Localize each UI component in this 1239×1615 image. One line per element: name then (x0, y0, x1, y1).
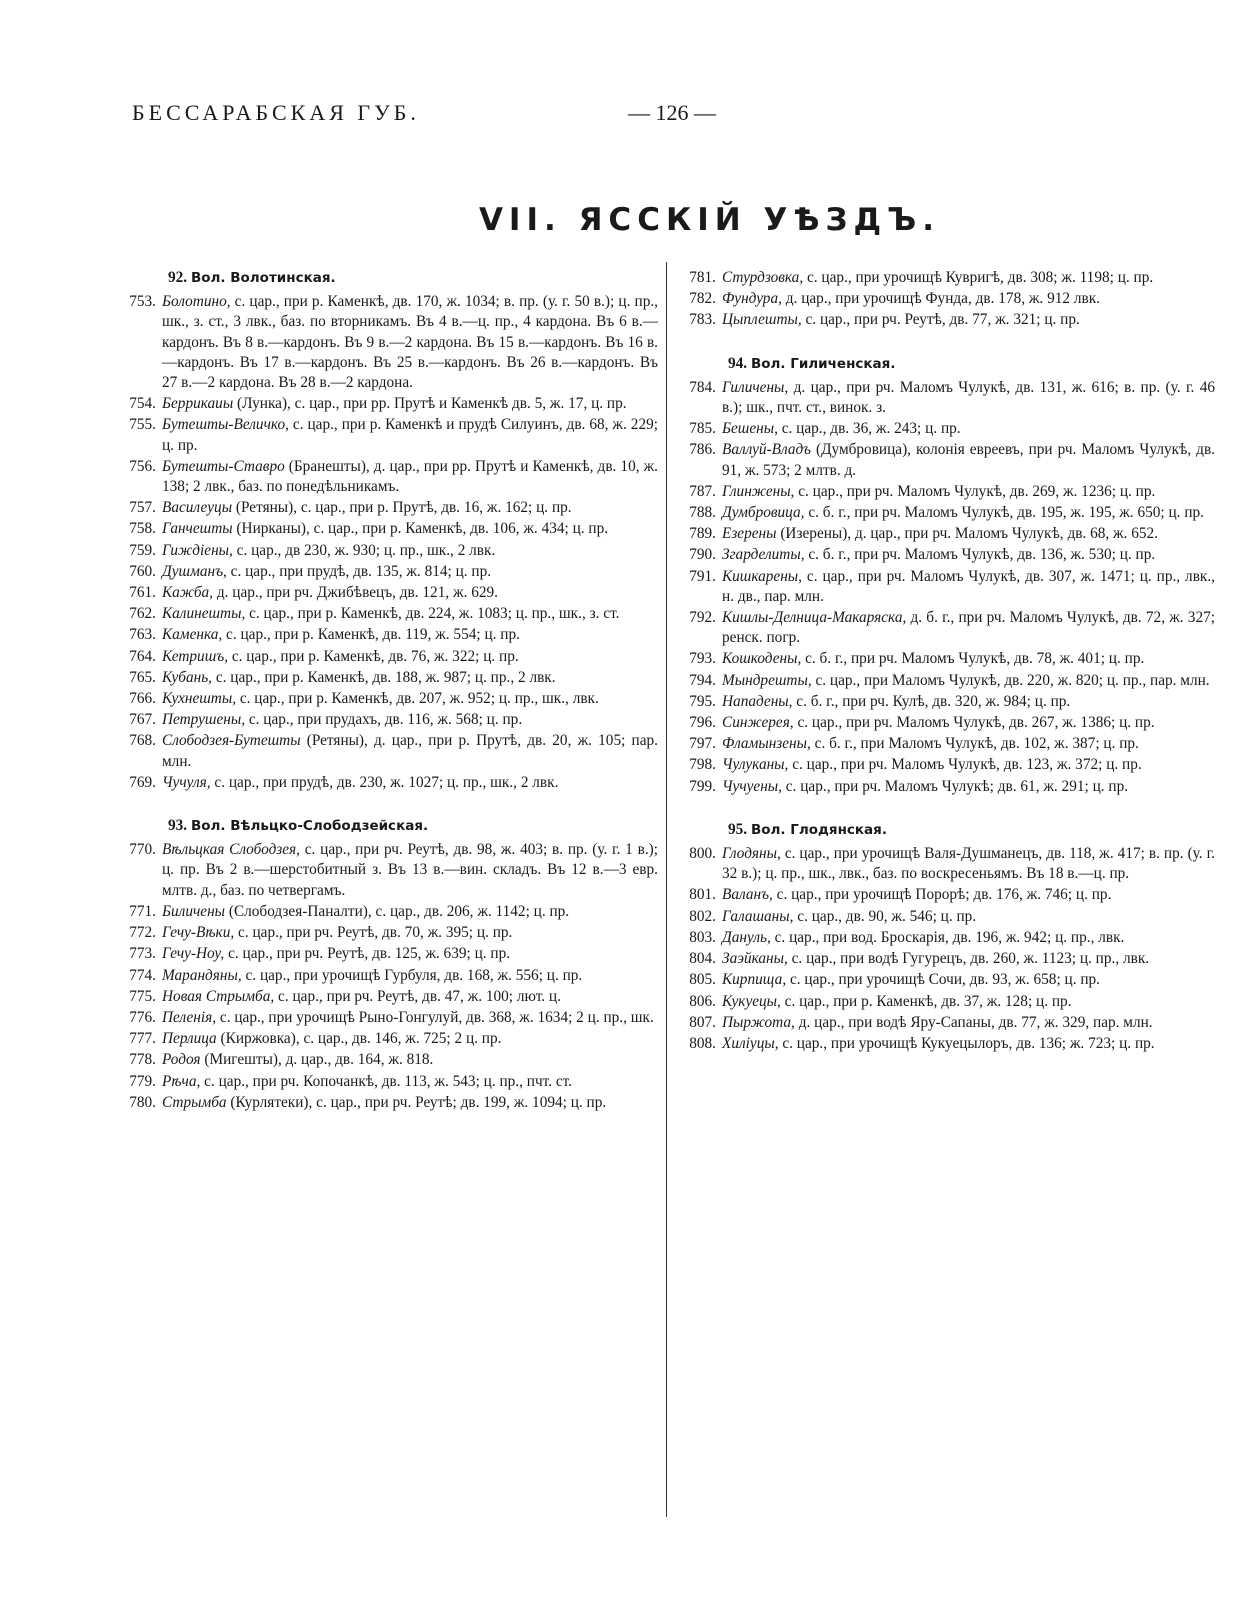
place-name: Галашаны, (722, 907, 794, 925)
place-name: Беррикаиы (162, 395, 234, 413)
place-name: Згарделиты, (722, 546, 805, 564)
entry (118, 541, 658, 561)
entry-text: с. цар., при р. Каменкѣ, дв. 119, ж. 554; ц. пр. (222, 626, 520, 644)
entry-number: 800. (689, 845, 716, 863)
place-name: Фундура, (722, 290, 782, 308)
entry (678, 649, 1215, 669)
entry (678, 844, 1215, 884)
place-name: Перлица (162, 1030, 217, 1048)
entry-text: с. цар., при р. Каменкѣ, дв. 224, ж. 1083; ц. пр., шк., з. ст. (245, 605, 620, 623)
entry-text: с. цар., при р. Каменкѣ, дв. 37, ж. 128; ц. пр. (780, 992, 1072, 1010)
entry (118, 840, 658, 901)
entry-text: д. цар., при водѣ Яру-Сапаны, дв. 77, ж. 329, пар. млн. (794, 1013, 1153, 1031)
entry (678, 378, 1215, 418)
place-name: Цыплешты, (722, 311, 802, 329)
entry-text: с. цар., при р. Каменкѣ, дв. 170, ж. 1034; в. пр. (у. г. 50 в.); ц. пр., шк., з. ст., 3 лвк., баз. по вторникамъ. Въ 4 в.—ц. пр., 4 кардона. Въ 6 в.—кардонъ. Въ 8 в.—кардонъ. Въ 9 в.—2 кардона. Въ 15 в.—кардонъ. Въ 16 в.—кардонъ. Въ 17 в.—кардонъ. Въ 25 в.—кардонъ. Въ 26 в.—кардонъ. Въ 27 в.—2 кардона. Въ 28 в.—2 кардона. (162, 293, 658, 392)
place-name: Гиличены, (722, 378, 789, 396)
entry-number: 785. (689, 420, 716, 438)
entry-text: (Думбровица), колонія евреевъ, при рч. Маломъ Чулукѣ, дв. 91, ж. 573; 2 млтв. д. (722, 441, 1215, 479)
entry-text: д. цар., при урочищѣ Фунда, дв. 178, ж. 912 лвк. (781, 290, 1100, 308)
place-name: Кетришъ, (162, 647, 229, 665)
place-name: Кажба, (162, 584, 213, 602)
entry-text: с. цар., при рч. Маломъ Чулукѣ, дв. 267, ж. 1386; ц. пр. (793, 714, 1155, 732)
entry-text: с. цар., при рч. Реутѣ, дв. 47, ж. 100; лют. ц. (274, 987, 561, 1005)
section-gap (118, 794, 658, 816)
entry-text: (Нирканы), с. цар., при р. Каменкѣ, дв. 106, ж. 434; ц. пр. (232, 520, 609, 538)
entry-number: 760. (129, 562, 156, 580)
entry-text: с. цар., при водѣ Гугурецъ, дв. 260, ж. 1123; ц. пр., лвк. (787, 950, 1150, 968)
section-heading (118, 816, 658, 836)
page-number: — 126 — (628, 100, 716, 125)
entry-text: с. цар., при р. Каменкѣ и прудѣ Силуинъ, дв. 68, ж. 229; ц. пр. (162, 416, 658, 454)
section-number: 94. (728, 354, 748, 372)
entry-text: д. цар., при рч. Джибѣвецъ, дв. 121, ж. 629. (213, 584, 498, 602)
entry-text: д. б. г., при рч. Маломъ Чулукѣ, дв. 72, ж. 327; ренск. погр. (722, 609, 1215, 647)
entry (118, 562, 658, 582)
place-name: Ганчешты (162, 520, 233, 538)
place-name: Кухнешты, (162, 690, 237, 708)
place-name: Валанъ, (722, 886, 773, 904)
entry-text: с. цар., при р. Каменкѣ, дв. 188, ж. 987; ц. пр., 2 лвк. (212, 668, 556, 686)
place-name: Кубань, (162, 668, 213, 686)
volost-section (118, 268, 658, 793)
entry-number: 790. (689, 546, 716, 564)
entry-number: 803. (689, 928, 716, 946)
entry-number: 789. (689, 525, 716, 543)
entry (678, 907, 1215, 927)
place-name: Василеуцы (162, 499, 233, 517)
entry-text: с. цар., при урочищѣ Сочи, дв. 93, ж. 658; ц. пр. (786, 971, 1101, 989)
entry (678, 289, 1215, 309)
entry-text: с. цар., при Маломъ Чулукѣ, дв. 220, ж. 820; ц. пр., пар. млн. (811, 671, 1210, 689)
entry (118, 668, 658, 688)
entry-number: 779. (129, 1072, 156, 1090)
entry (678, 885, 1215, 905)
entry-text: с. цар., при урочищѣ Гурбуля, дв. 168, ж. 556; ц. пр. (241, 966, 583, 984)
entry-number: 797. (689, 735, 716, 753)
entry-text: с. б. г., при рч. Маломъ Чулукѣ, дв. 136, ж. 530; ц. пр. (804, 546, 1156, 564)
entry-text: с. цар., при рч. Реутѣ, дв. 77, ж. 321; ц. пр. (801, 311, 1080, 329)
page-header (132, 100, 1132, 130)
entry (678, 1034, 1215, 1054)
place-name: Думбровица, (722, 504, 805, 522)
entry-number: 755. (129, 416, 156, 434)
entry-number: 782. (689, 290, 716, 308)
entry-number: 793. (689, 650, 716, 668)
place-name: Чулуканы, (722, 756, 789, 774)
entry-text: с. цар., при рч. Маломъ Чулукѣ, дв. 307, ж. 1471; ц. пр., лвк., н. дв., пар. млн. (722, 567, 1215, 605)
section-name: Вол. Волотинская. (190, 270, 336, 286)
place-name: Чучуля, (162, 773, 211, 791)
entry (678, 440, 1215, 480)
entry-number: 756. (129, 457, 156, 475)
place-name: Биличены (162, 902, 226, 920)
entry (678, 949, 1215, 969)
place-name: Кукуецы, (722, 992, 781, 1010)
place-name: Гиждіены, (162, 541, 233, 559)
place-name: Езерены (722, 525, 777, 543)
entry-text: с. б. г., при рч. Маломъ Чулукѣ, дв. 78, ж. 401; ц. пр. (801, 650, 1145, 668)
entry (118, 987, 658, 1007)
place-name: Пыржота, (722, 1013, 795, 1031)
entry (118, 902, 658, 922)
entry (118, 944, 658, 964)
right-column (678, 268, 1215, 1055)
place-name: Марандяны, (162, 966, 242, 984)
entry-text: с. цар., при урочищѣ Порорѣ; дв. 176, ж. 746; ц. пр. (772, 886, 1112, 904)
entry-text: с. цар., дв 230, ж. 930; ц. пр., шк., 2 лвк. (232, 541, 496, 559)
entry-number: 792. (689, 609, 716, 627)
entry-text: (Курлятеки), с. цар., при рч. Реутѣ; дв. 199, ж. 1094; ц. пр. (226, 1093, 607, 1111)
entry-text: с. цар., при прудѣ, дв. 135, ж. 814; ц. пр. (226, 562, 492, 580)
entry-number: 791. (689, 567, 716, 585)
entry-text: (Мигешты), д. цар., дв. 164, ж. 818. (200, 1051, 434, 1069)
entry (678, 734, 1215, 754)
section-heading (678, 354, 1215, 374)
volost-section (118, 794, 658, 1113)
entry-number: 796. (689, 714, 716, 732)
place-name: Глодяны, (722, 845, 781, 863)
entry (678, 755, 1215, 775)
entry-text: с. б. г., при рч. Маломъ Чулукѣ, дв. 195, ж. 195, ж. 650; ц. пр. (804, 504, 1204, 522)
entry-text: с. цар., при рч. Реутѣ, дв. 70, ж. 395; ц. пр. (234, 924, 513, 942)
entry-text: с. цар., при урочищѣ Кувригѣ, дв. 308; ж. 1198; ц. пр. (803, 269, 1154, 286)
entry-text: с. цар., при рч. Маломъ Чулукѣ, дв. 123, ж. 372; ц. пр. (788, 756, 1142, 774)
entry-text: д. цар., при рч. Маломъ Чулукѣ, дв. 131, ж. 616; в. пр. (у. г. 46 в.); шк., пчт. ст., винок. з. (722, 378, 1215, 417)
place-name: Слободзея-Бутешты (162, 732, 301, 750)
place-name: Нападены, (722, 692, 793, 710)
section-heading (678, 820, 1215, 840)
section-number: 93. (168, 817, 188, 835)
entry-text: (Слободзея-Паналти), с. цар., дв. 206, ж. 1142; ц. пр. (225, 902, 570, 920)
entry-text: с. цар., при рч. Копочанкѣ, дв. 113, ж. 543; ц. пр., пчт. ст. (200, 1072, 572, 1090)
entry-number: 776. (129, 1008, 156, 1026)
entry-number: 806. (689, 992, 716, 1010)
entry-number: 777. (129, 1030, 156, 1048)
entry-number: 757. (129, 499, 156, 517)
entry-text: с. цар., при урочищѣ Валя-Душманецъ, дв. 118, ж. 417; в. пр. (у. г. 32 в.); ц. пр., шк., лвк., баз. по воскресеньямъ. Въ 18 в.—ц. пр. (722, 845, 1215, 883)
place-name: Заэйканы, (722, 950, 788, 968)
entry-text: (Ретяны), с. цар., при р. Прутѣ, дв. 16, ж. 162; ц. пр. (232, 499, 572, 517)
entry-number: 783. (689, 311, 716, 329)
entry-number: 798. (689, 756, 716, 774)
entry-text: с. цар., при р. Каменкѣ, дв. 207, ж. 952; ц. пр., шк., лвк. (236, 690, 599, 708)
entry-text: (Киржовка), с. цар., дв. 146, ж. 725; 2 ц. пр. (216, 1030, 502, 1048)
place-name: Кишлы-Делница-Макаряска, (722, 609, 907, 627)
entry-number: 781. (689, 269, 716, 286)
entry-number: 778. (129, 1051, 156, 1069)
entry (678, 524, 1215, 544)
entry-text: с. цар., при прудахъ, дв. 116, ж. 568; ц. пр. (245, 711, 523, 729)
entry-text: с. б. г., при Маломъ Чулукѣ, дв. 102, ж. 387; ц. пр. (810, 735, 1139, 753)
section-heading (118, 268, 658, 288)
entry (118, 583, 658, 603)
chapter-title: VII. ЯССКІЙ УѢЗДЪ. (478, 202, 941, 238)
entry (118, 731, 658, 771)
place-name: Кирпища, (722, 971, 787, 989)
entry (118, 394, 658, 414)
entry-text: с. цар., при урочищѣ Кукуецылоръ, дв. 136; ж. 723; ц. пр. (778, 1034, 1155, 1052)
place-name: Стурдзовка, (722, 269, 804, 286)
place-name: Болотино, (162, 293, 231, 311)
entry (118, 519, 658, 539)
entry (678, 310, 1215, 330)
place-name: Вѣльцкая Слободзея, (162, 841, 300, 859)
entry-number: 769. (129, 773, 156, 791)
place-name: Мындрешты, (722, 671, 812, 689)
place-name: Каменка, (162, 626, 223, 644)
entry-number: 807. (689, 1013, 716, 1031)
entry-number: 770. (129, 841, 156, 859)
entry (678, 268, 1215, 288)
place-name: Синжерея, (722, 714, 794, 732)
place-name: Стрымба (162, 1093, 227, 1111)
entry-number: 766. (129, 690, 156, 708)
entry-text: с. цар., при р. Каменкѣ, дв. 76, ж. 322; ц. пр. (228, 647, 519, 665)
section-name: Вол. Вѣльцко-Слободзейская. (190, 818, 429, 835)
entry-text: с. цар., при вод. Броскарія, дв. 196, ж. 942; ц. пр., лвк. (770, 928, 1125, 946)
running-title: БЕССАРАБСКАЯ ГУБ. (132, 100, 420, 125)
entry-text: (Бранешты), д. цар., при рр. Прутѣ и Каменкѣ, дв. 10, ж. 138; 2 лвк., баз. по понедѣльникамъ. (162, 457, 658, 496)
entry (678, 713, 1215, 733)
column-divider (666, 262, 667, 1517)
entry (678, 608, 1215, 648)
place-name: Глинжены, (722, 482, 795, 500)
entry-text: с. б. г., при рч. Кулѣ, дв. 320, ж. 984; ц. пр. (792, 692, 1071, 710)
entry-number: 805. (689, 971, 716, 989)
entry-number: 764. (129, 647, 156, 665)
section-gap (678, 798, 1215, 820)
left-column (118, 268, 658, 1114)
place-name: Родоя (162, 1051, 201, 1069)
entry-number: 808. (689, 1034, 716, 1052)
place-name: Дануль, (722, 928, 771, 946)
section-number: 92. (168, 269, 188, 286)
entry (678, 482, 1215, 502)
entry (118, 1008, 658, 1028)
entry-number: 774. (129, 966, 156, 984)
entry-number: 801. (689, 886, 716, 904)
entry-number: 799. (689, 777, 716, 795)
entry-number: 775. (129, 987, 156, 1005)
entry (118, 1029, 658, 1049)
entry-number: 794. (689, 671, 716, 689)
entry-number: 802. (689, 907, 716, 925)
place-name: Кишкарены, (722, 567, 802, 585)
volost-section (678, 798, 1215, 1054)
entry-text: с. цар., при урочищѣ Рыно-Гонгулуй, дв. 368, ж. 1634; 2 ц. пр., шк. (216, 1008, 654, 1026)
entry (678, 777, 1215, 797)
entry-text: (Лунка), с. цар., при рр. Прутѣ и Каменкѣ дв. 5, ж. 17, ц. пр. (233, 395, 627, 413)
place-name: Петрушены, (162, 711, 246, 729)
entry (678, 545, 1215, 565)
entry (678, 692, 1215, 712)
place-name: Душманъ, (162, 562, 227, 580)
entry-number: 773. (129, 945, 156, 963)
entry-text: (Изерены), д. цар., при рч. Маломъ Чулукѣ, дв. 68, ж. 652. (776, 525, 1159, 543)
entry (118, 498, 658, 518)
volost-section (678, 332, 1215, 797)
place-name: Бешены, (722, 420, 778, 438)
entry-text: (Ретяны), д. цар., при р. Прутѣ, дв. 20, ж. 105; пар. млн. (162, 732, 658, 770)
entry-text: с. цар., при рч. Маломъ Чулукѣ, дв. 269, ж. 1236; ц. пр. (794, 482, 1156, 500)
entry-text: с. цар., при рч. Реутѣ, дв. 125, ж. 639; ц. пр. (224, 945, 511, 963)
entry-text: с. цар., при рч. Маломъ Чулукѣ; дв. 61, ж. 291; ц. пр. (781, 777, 1129, 795)
place-name: Новая Стрымба, (162, 987, 275, 1005)
place-name: Фламынзены, (722, 735, 811, 753)
entry (118, 1072, 658, 1092)
entry (118, 647, 658, 667)
place-name: Кошкодены, (722, 650, 802, 668)
entry (118, 292, 658, 393)
entry-number: 753. (129, 293, 156, 311)
place-name: Валлуй-Владъ (722, 441, 811, 459)
entry-text: с. цар., при прудѣ, дв. 230, ж. 1027; ц. пр., шк., 2 лвк. (210, 773, 559, 791)
section-number: 95. (728, 820, 748, 838)
section-name: Вол. Глодянская. (750, 821, 887, 838)
entry-number: 758. (129, 520, 156, 538)
entry (678, 1013, 1215, 1033)
entry-number: 786. (689, 441, 716, 459)
entry (118, 625, 658, 645)
entry (678, 671, 1215, 691)
place-name: Бутешты-Величко, (162, 416, 289, 434)
place-name: Гечу-Вѣки, (162, 924, 235, 942)
entry-number: 767. (129, 711, 156, 729)
place-name: Гечу-Ноу, (162, 945, 225, 963)
entry (678, 928, 1215, 948)
entry (678, 992, 1215, 1012)
entry (118, 773, 658, 793)
entry-number: 768. (129, 732, 156, 750)
entry-number: 787. (689, 482, 716, 500)
entry-number: 754. (129, 395, 156, 413)
entry-number: 761. (129, 584, 156, 602)
entry-number: 763. (129, 626, 156, 644)
entry (678, 503, 1215, 523)
entry (118, 710, 658, 730)
place-name: Пеленія, (162, 1008, 217, 1026)
place-name: Бутешты-Ставро (162, 457, 285, 475)
entry (118, 966, 658, 986)
entry-number: 759. (129, 541, 156, 559)
entry (118, 604, 658, 624)
place-name: Рѣча, (162, 1072, 201, 1090)
entry-text: с. цар., дв. 90, ж. 546; ц. пр. (793, 907, 977, 925)
entry-number: 771. (129, 902, 156, 920)
entry-number: 784. (689, 378, 716, 396)
entry-number: 762. (129, 605, 156, 623)
entry (678, 419, 1215, 439)
entry-number: 795. (689, 692, 716, 710)
entry-number: 765. (129, 668, 156, 686)
section-name: Вол. Гиличенская. (750, 355, 896, 372)
entry-number: 804. (689, 950, 716, 968)
entry-number: 780. (129, 1093, 156, 1111)
entry (118, 689, 658, 709)
place-name: Калинешты, (162, 605, 246, 623)
entry (678, 567, 1215, 607)
place-name: Хиліуцы, (722, 1034, 779, 1052)
entry (118, 415, 658, 455)
section-gap (678, 332, 1215, 354)
entry (118, 923, 658, 943)
entry-text: с. цар., при рч. Реутѣ, дв. 98, ж. 403; в. пр. (у. г. 1 в.); ц. пр. Въ 2 в.—шерстобитный з. Въ 13 в.—вин. складъ. Въ 12 в.—3 евр. млтв. д., баз. по четвергамъ. (162, 841, 658, 899)
entry-number: 788. (689, 504, 716, 522)
place-name: Чучуены, (722, 777, 782, 795)
entry-number: 772. (129, 924, 156, 942)
entry-text: с. цар., дв. 36, ж. 243; ц. пр. (777, 420, 961, 438)
entry (118, 1093, 658, 1113)
entry (678, 970, 1215, 990)
entry (118, 1050, 658, 1070)
entry (118, 457, 658, 497)
